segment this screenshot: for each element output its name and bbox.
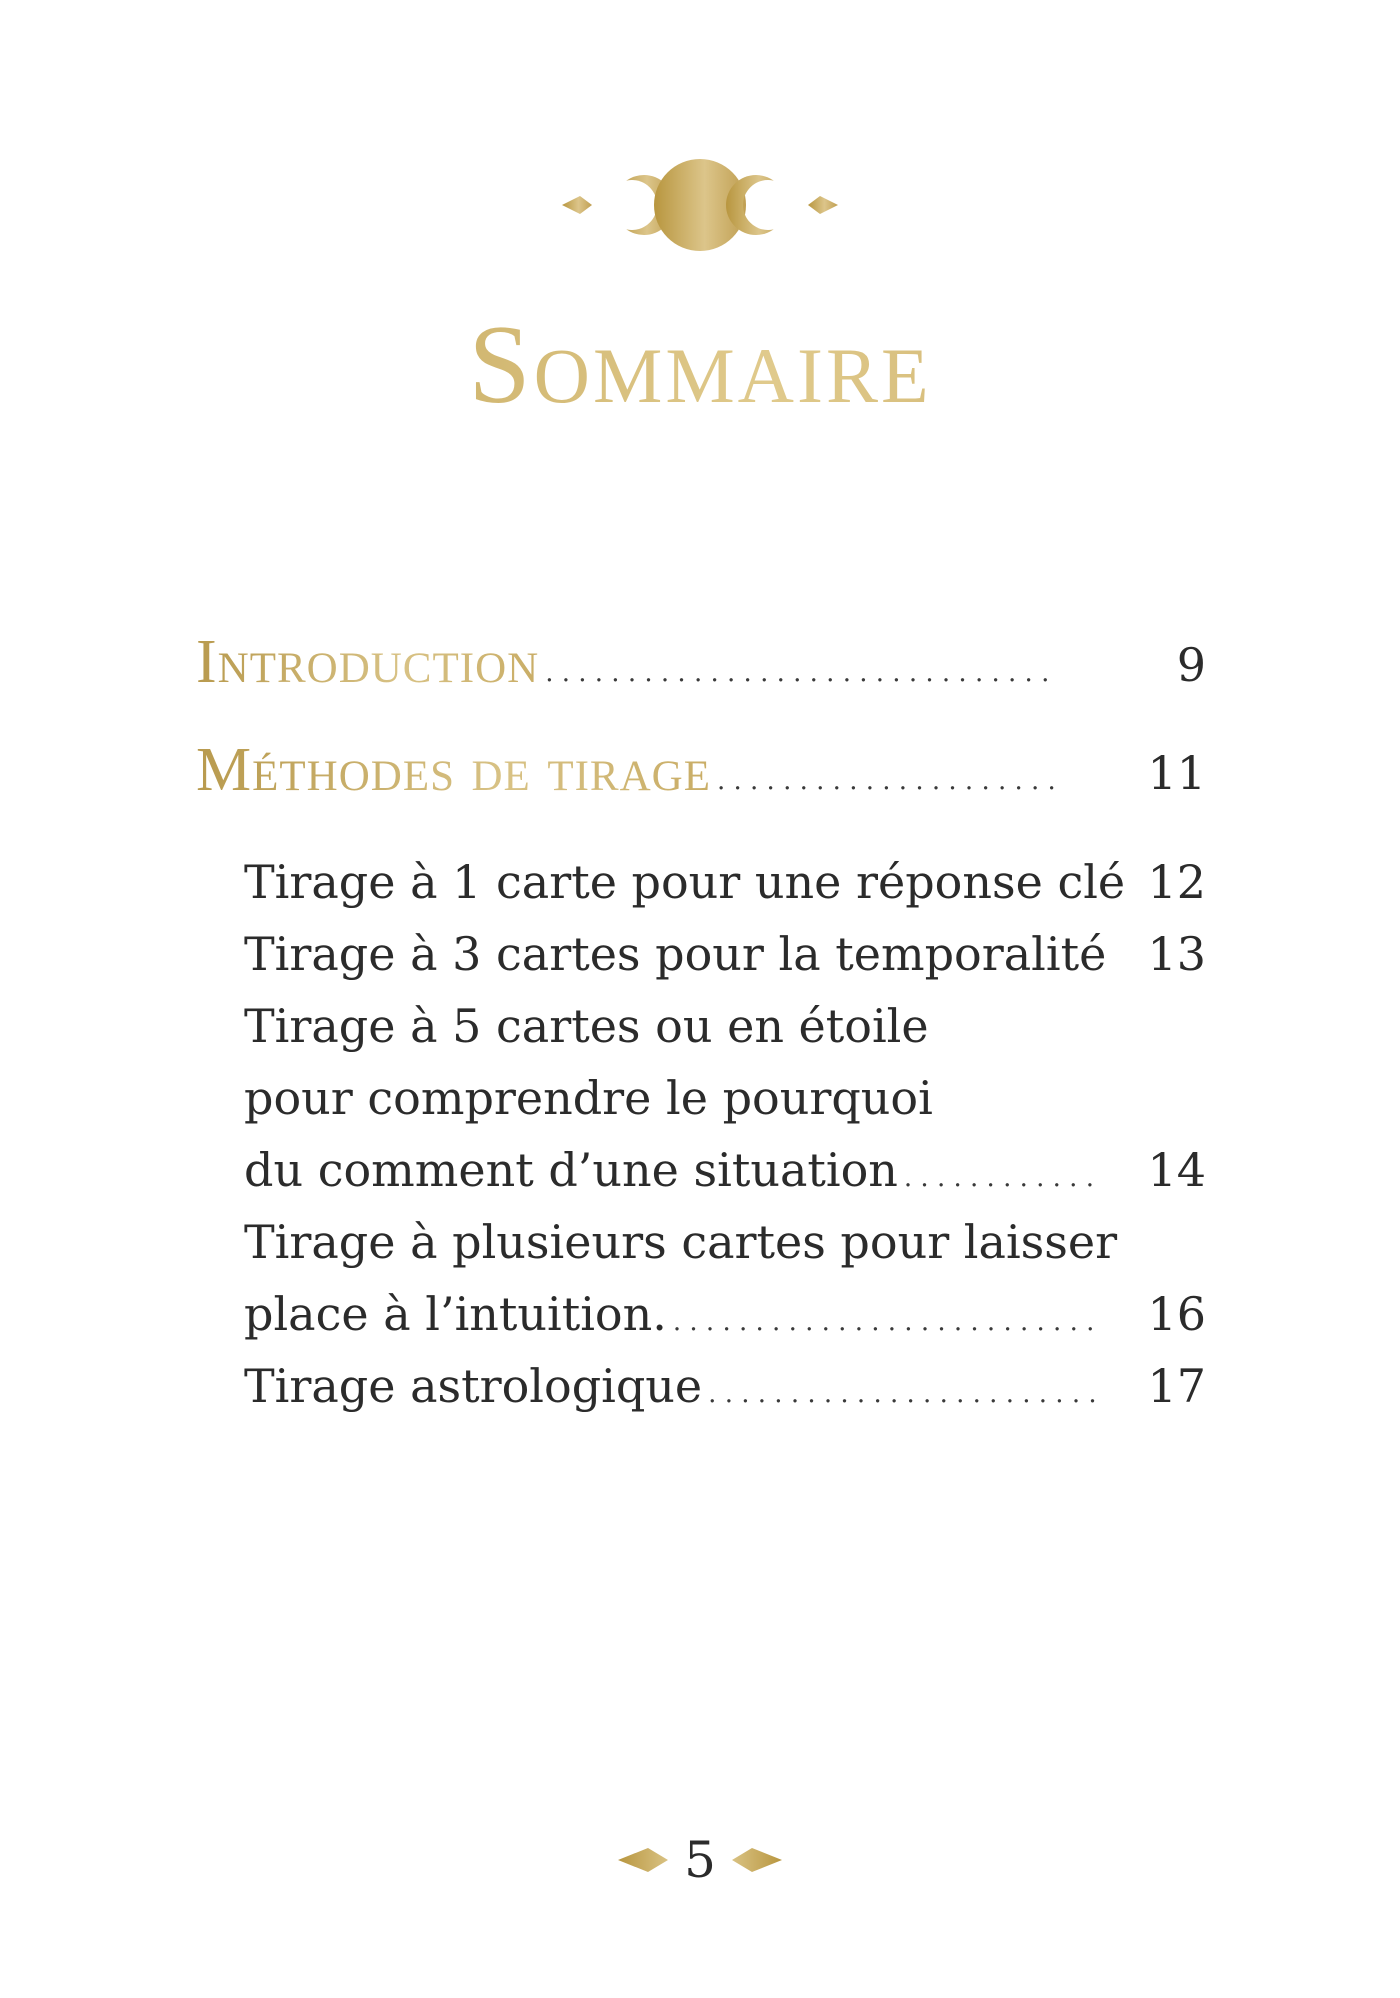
toc-page-number: 16 xyxy=(1147,1287,1206,1341)
toc-page-number: 17 xyxy=(1147,1359,1206,1413)
toc-entry-tirage-plusieurs[interactable] xyxy=(244,1206,1206,1350)
toc-section-label: Méthodes de tirage xyxy=(196,736,711,804)
toc-page-number: 12 xyxy=(1147,855,1206,909)
page-footer xyxy=(600,1820,800,1900)
triple-moon-icon xyxy=(560,150,840,260)
toc-entry-text: pour comprendre le pourquoi xyxy=(244,1071,933,1125)
toc-entry-text: Tirage astrologique xyxy=(244,1359,703,1413)
toc-entry-tirage-3[interactable] xyxy=(244,918,1206,990)
page-title: Sommaire xyxy=(0,300,1400,430)
dot-leader xyxy=(708,1358,1099,1430)
toc-entry-tirage-5[interactable] xyxy=(244,990,1206,1206)
right-crescent-shape xyxy=(726,175,786,235)
toc-section-label: Introduction xyxy=(196,628,540,696)
toc-page-number: 13 xyxy=(1147,927,1206,981)
right-diamond-shape xyxy=(808,196,838,214)
toc-section-methodes[interactable] xyxy=(196,726,1206,806)
diamond-right-icon xyxy=(730,1844,782,1876)
toc-entry-text: du comment d’une situation xyxy=(244,1143,898,1197)
toc-entry-text: Tirage à 1 carte pour une réponse clé xyxy=(244,855,1126,909)
dot-leader xyxy=(673,1286,1100,1358)
toc-entry-text: Tirage à plusieurs cartes pour laisser xyxy=(244,1215,1118,1269)
dot-leader xyxy=(717,766,1058,806)
toc-entry-text: Tirage à 3 cartes pour la temporalité xyxy=(244,927,1107,981)
toc-entry-text: place à l’intuition. xyxy=(244,1287,667,1341)
left-diamond-shape xyxy=(562,196,592,214)
page-number: 5 xyxy=(684,1831,716,1889)
toc-entries xyxy=(244,846,1206,1422)
dot-leader xyxy=(545,658,1058,698)
toc-entry-tirage-1[interactable] xyxy=(244,846,1206,918)
toc-entry-text: Tirage à 5 cartes ou en étoile xyxy=(244,999,929,1053)
toc-section-introduction[interactable] xyxy=(196,618,1206,698)
dot-leader xyxy=(904,1142,1100,1214)
toc-entry-tirage-astrologique[interactable] xyxy=(244,1350,1206,1422)
toc-page-number: 11 xyxy=(1147,746,1206,800)
toc-page-number: 9 xyxy=(1176,638,1206,692)
diamond-left-icon xyxy=(618,1844,670,1876)
toc-page-number: 14 xyxy=(1147,1143,1206,1197)
